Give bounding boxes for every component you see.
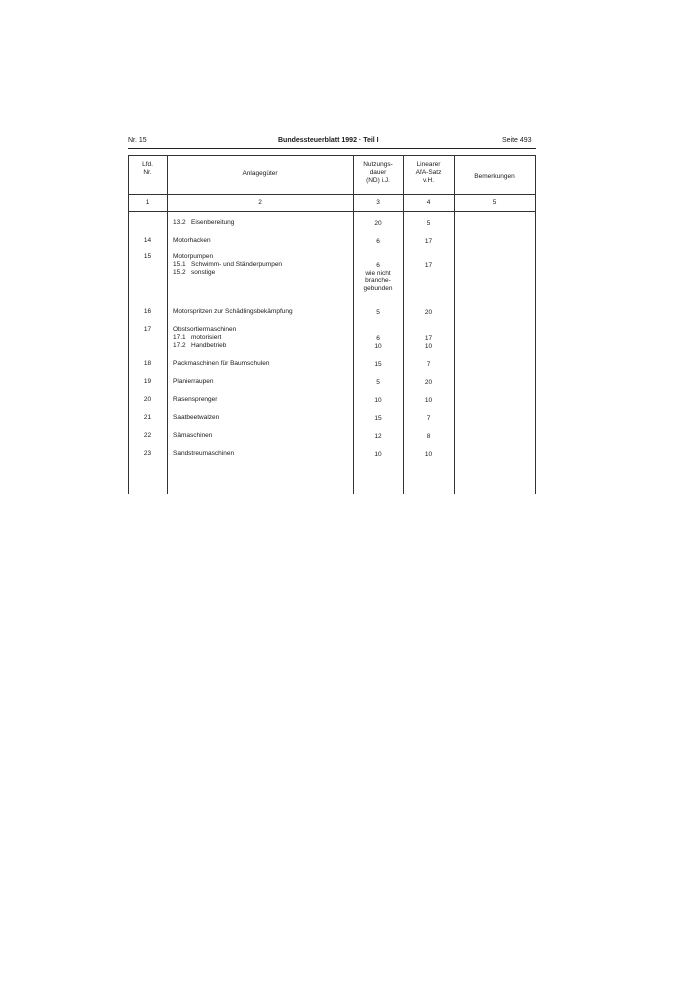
useful-life-value: 6	[376, 238, 380, 245]
depreciation-rate-value: 17 10	[424, 334, 433, 350]
useful-life-value: 15	[374, 415, 382, 422]
depreciation-rate-value: 10	[424, 451, 433, 458]
asset-description	[173, 378, 353, 386]
useful-life-value: 12	[374, 433, 382, 440]
row-number: 21	[143, 414, 152, 421]
sub-item-text: Eisenbereitung	[191, 219, 235, 226]
col-header-anlagegueter: Anlagegüter	[242, 170, 278, 177]
row-number: 23	[143, 450, 152, 457]
depreciation-rate-value: 10	[424, 397, 433, 404]
useful-life-value: 5	[376, 309, 380, 316]
asset-description	[173, 253, 353, 276]
table-border-top	[128, 155, 536, 156]
sub-item-number: 15.1	[173, 260, 186, 268]
depreciation-rate-value: 7	[426, 361, 431, 368]
column-number: 5	[492, 199, 497, 206]
row-number: 22	[143, 432, 152, 439]
asset-description	[173, 219, 353, 227]
row-number: 15	[143, 253, 152, 260]
asset-line: Obstsortiermaschinen	[173, 326, 237, 333]
asset-line: Sandstreumaschinen	[173, 450, 235, 457]
asset-line	[173, 269, 353, 277]
asset-line	[173, 342, 353, 350]
row-number: 14	[143, 237, 152, 244]
row-number: 20	[143, 396, 152, 403]
asset-description	[173, 414, 353, 422]
page-label: Seite 493	[502, 137, 532, 144]
asset-line: Motorhacken	[173, 237, 211, 244]
useful-life-value: 6 wie nicht branche- gebunden	[363, 261, 393, 293]
asset-line: Motorpumpen	[173, 253, 214, 260]
useful-life-value: 15	[374, 361, 382, 368]
asset-line	[173, 219, 353, 227]
sub-item-number: 13.2	[173, 219, 186, 226]
sub-item-number: 17.1	[173, 333, 186, 341]
asset-description	[173, 432, 353, 440]
asset-line: Motorspritzen zur Schädlingsbekämpfung	[173, 308, 293, 315]
useful-life-value: 20	[374, 220, 382, 227]
row-number: 17	[143, 326, 152, 333]
page-number-label: Nr. 15	[128, 137, 147, 144]
depreciation-rate-value: 20	[424, 379, 433, 386]
asset-line: Saatbeetwalzen	[173, 414, 220, 421]
asset-line: Packmaschinen für Baumschulen	[173, 360, 270, 367]
asset-line: Rasensprenger	[173, 396, 218, 403]
asset-description	[173, 237, 353, 245]
column-number-divider	[128, 211, 536, 212]
column-number: 4	[426, 199, 431, 206]
sub-item-number: 15.2	[173, 268, 186, 276]
depreciation-rate-value: 7	[426, 415, 431, 422]
column-number: 2	[258, 199, 262, 206]
asset-description	[173, 326, 353, 349]
column-number: 3	[376, 199, 380, 206]
useful-life-value: 10	[374, 397, 382, 404]
asset-description	[173, 308, 353, 316]
asset-line	[173, 334, 353, 342]
column-number: 1	[145, 199, 150, 206]
table-border-right	[535, 155, 536, 494]
asset-description	[173, 360, 353, 368]
asset-line: Planierraupen	[173, 378, 214, 385]
col-header-lfd-nr: Lfd. Nr.	[142, 161, 153, 176]
sub-item-number: 17.2	[173, 341, 186, 349]
header-rule	[128, 148, 536, 149]
depreciation-rate-value: 5	[426, 220, 431, 227]
row-number: 19	[143, 378, 152, 385]
row-number: 18	[143, 360, 152, 367]
depreciation-rate-value: 8	[426, 433, 431, 440]
sub-item-text: motorisiert	[191, 333, 222, 341]
sub-item-text: Schwimm- und Ständerpumpen	[191, 260, 283, 268]
asset-description	[173, 450, 353, 458]
row-number: 16	[143, 308, 152, 315]
depreciation-rate-value: 20	[424, 309, 433, 316]
col-header-afa-satz: Linearer AfA-Satz v.H.	[415, 161, 442, 184]
asset-description	[173, 396, 353, 404]
useful-life-value: 6 10	[374, 334, 382, 350]
col-header-nutzungsdauer: Nutzungs- dauer (ND) i.J.	[363, 161, 393, 184]
header-divider	[128, 194, 536, 195]
publication-title: Bundessteuerblatt 1992 · Teil I	[278, 137, 379, 144]
sub-item-text: sonstige	[191, 268, 216, 276]
depreciation-rate-value: 17	[424, 261, 433, 269]
useful-life-value: 5	[376, 379, 380, 386]
col-header-bemerkungen: Bemerkungen	[474, 173, 515, 180]
depreciation-table	[128, 155, 536, 494]
useful-life-value: 10	[374, 451, 382, 458]
asset-line: Sämaschinen	[173, 432, 213, 439]
depreciation-rate-value: 17	[424, 238, 433, 245]
sub-item-text: Handbetrieb	[191, 341, 227, 349]
asset-line	[173, 261, 353, 269]
